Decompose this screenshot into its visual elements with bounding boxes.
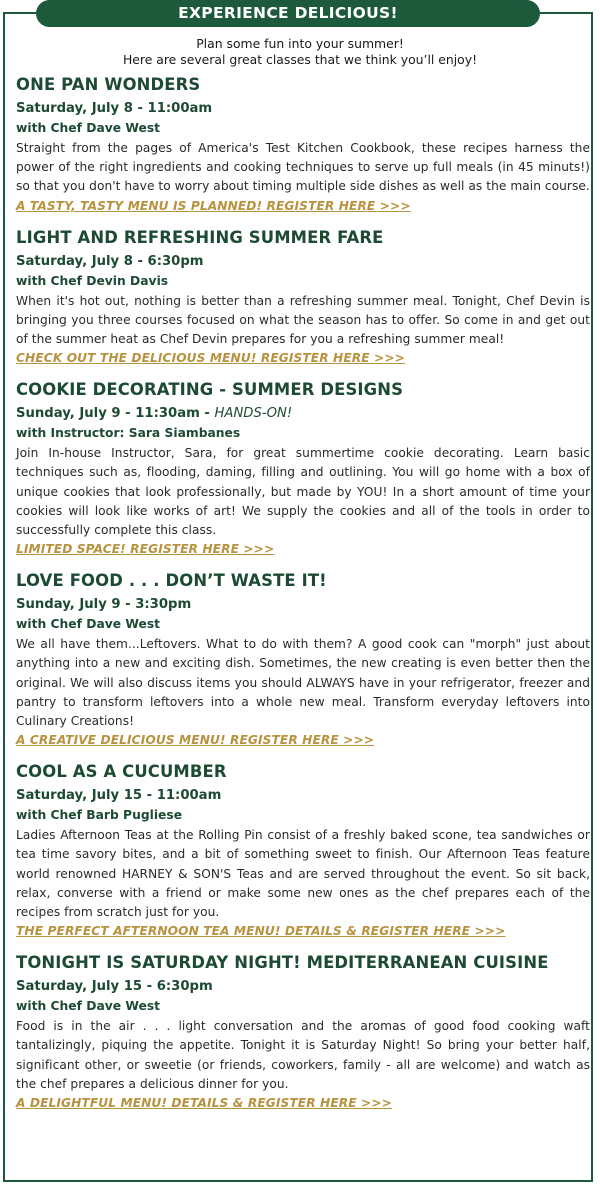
event-description: When it's hot out, nothing is better than a refreshing summer meal. Tonight, Chef Devin is bringing you three courses focused on what the season has to offer. So come in and get out of the summer heat as Chef Devin prepares for you a refreshing summer meal! <box>16 293 590 347</box>
event-description: Food is in the air . . . light conversation and the aromas of good food cooking waft tantalizingly, piquing the appetite. Tonight it is Saturday Night! So bring your better half, significant other, or sweetie (or friends, coworkers, family - all are welcome) and watch as the chef prepares a delicious dinner for you. <box>16 1019 590 1091</box>
event-title: LIGHT AND REFRESHING SUMMER FARE <box>16 227 384 247</box>
event-date-text: Sunday, July 9 - 3:30pm <box>16 597 192 613</box>
register-link[interactable]: A TASTY, TASTY MENU IS PLANNED! REGISTER HERE >>> <box>16 198 411 213</box>
event-date <box>16 99 590 118</box>
event-date <box>16 404 590 423</box>
event-title: COOL AS A CUCUMBER <box>16 762 227 782</box>
event-chef: with Chef Dave West <box>16 617 161 632</box>
event-description: Ladies Afternoon Teas at the Rolling Pin consist of a freshly baked scone, tea sandwiches or tea time savory bites, and a bit of something sweet to finish. Our Afternoon Teas feature world renowned HARNEY & SON'S Teas and are served throughout the event. So sit back, relax, converse with a friend or make some new ones as the chef prepares each of the recipes from scratch just for you. <box>16 828 590 920</box>
event-chef: with Chef Devin Davis <box>16 273 169 288</box>
register-link[interactable]: A CREATIVE DELICIOUS MENU! REGISTER HERE >>> <box>16 733 375 748</box>
event-date <box>16 977 590 996</box>
event-chef: with Chef Barb Pugliese <box>16 808 183 823</box>
event-love-food <box>16 570 590 749</box>
event-description: We all have them...Leftovers. What to do with them? A good cook can "morph" just about anything into a new and exciting dish. Sometimes, the new creating is even better then the original. We will also discuss items you should ALWAYS have in your refrigerator, freezer and pantry to transform leftovers into a whole new meal. Transform everyday leftovers into Culinary Creations! <box>16 637 590 729</box>
event-title: TONIGHT IS SATURDAY NIGHT! MEDITERRANEAN CUISINE <box>16 953 549 973</box>
register-link[interactable]: A DELIGHTFUL MENU! DETAILS & REGISTER HERE >>> <box>16 1096 392 1111</box>
experience-banner: EXPERIENCE DELICIOUS! <box>36 0 540 27</box>
event-saturday-night-mediterranean <box>16 952 590 1112</box>
event-light-refreshing-summer-fare <box>16 227 590 368</box>
event-chef: with Chef Dave West <box>16 121 161 135</box>
event-date-text: Saturday, July 8 - 6:30pm <box>16 253 204 269</box>
event-chef: with Instructor: Sara Siambanes <box>16 426 241 441</box>
event-description: Straight from the pages of America's Test Kitchen Cookbook, these recipes harness the power of the right ingredients and cooking techniques to serve up full meals (in 45 minuts!) so that you don't have to worry about timing multiple side dishes as well as the main course. <box>16 141 590 194</box>
event-list <box>16 74 590 1124</box>
hands-on-note: HANDS-ON! <box>214 406 293 422</box>
event-date <box>16 786 590 805</box>
intro-line-1: Plan some fun into your summer! <box>196 36 404 51</box>
event-date-text: Saturday, July 15 - 11:00am <box>16 788 222 804</box>
event-date-text: Saturday, July 8 - 11:00am <box>16 101 213 116</box>
register-link[interactable]: THE PERFECT AFTERNOON TEA MENU! DETAILS & REGISTER HERE >>> <box>16 924 506 939</box>
event-date-text: Sunday, July 9 - 11:30am - <box>16 406 215 422</box>
register-link[interactable]: LIMITED SPACE! REGISTER HERE >>> <box>16 542 275 557</box>
event-description: Join In-house Instructor, Sara, for great summertime cookie decorating. Learn basic techniques such as, flooding, daming, filling and outlining. You will go home with a box of unique cookies that look professionally, but made by YOU! In a short amount of time your cookies will look like works of art! We supply the cookies and all of the tools in order to successfully complete this class. <box>16 446 590 538</box>
intro-line-2: Here are several great classes that we think you’ll enjoy! <box>122 52 478 67</box>
event-date <box>16 595 590 614</box>
event-title: LOVE FOOD . . . DON’T WASTE IT! <box>16 571 327 591</box>
register-link[interactable]: CHECK OUT THE DELICIOUS MENU! REGISTER HERE >>> <box>16 351 405 366</box>
event-date <box>16 252 590 271</box>
event-title: COOKIE DECORATING - SUMMER DESIGNS <box>16 380 404 400</box>
event-cool-as-a-cucumber <box>16 761 590 940</box>
event-title: ONE PAN WONDERS <box>16 75 201 94</box>
event-one-pan-wonders <box>16 74 590 215</box>
event-cookie-decorating <box>16 379 590 558</box>
event-date-text: Saturday, July 15 - 6:30pm <box>16 979 213 995</box>
event-chef: with Chef Dave West <box>16 999 161 1014</box>
